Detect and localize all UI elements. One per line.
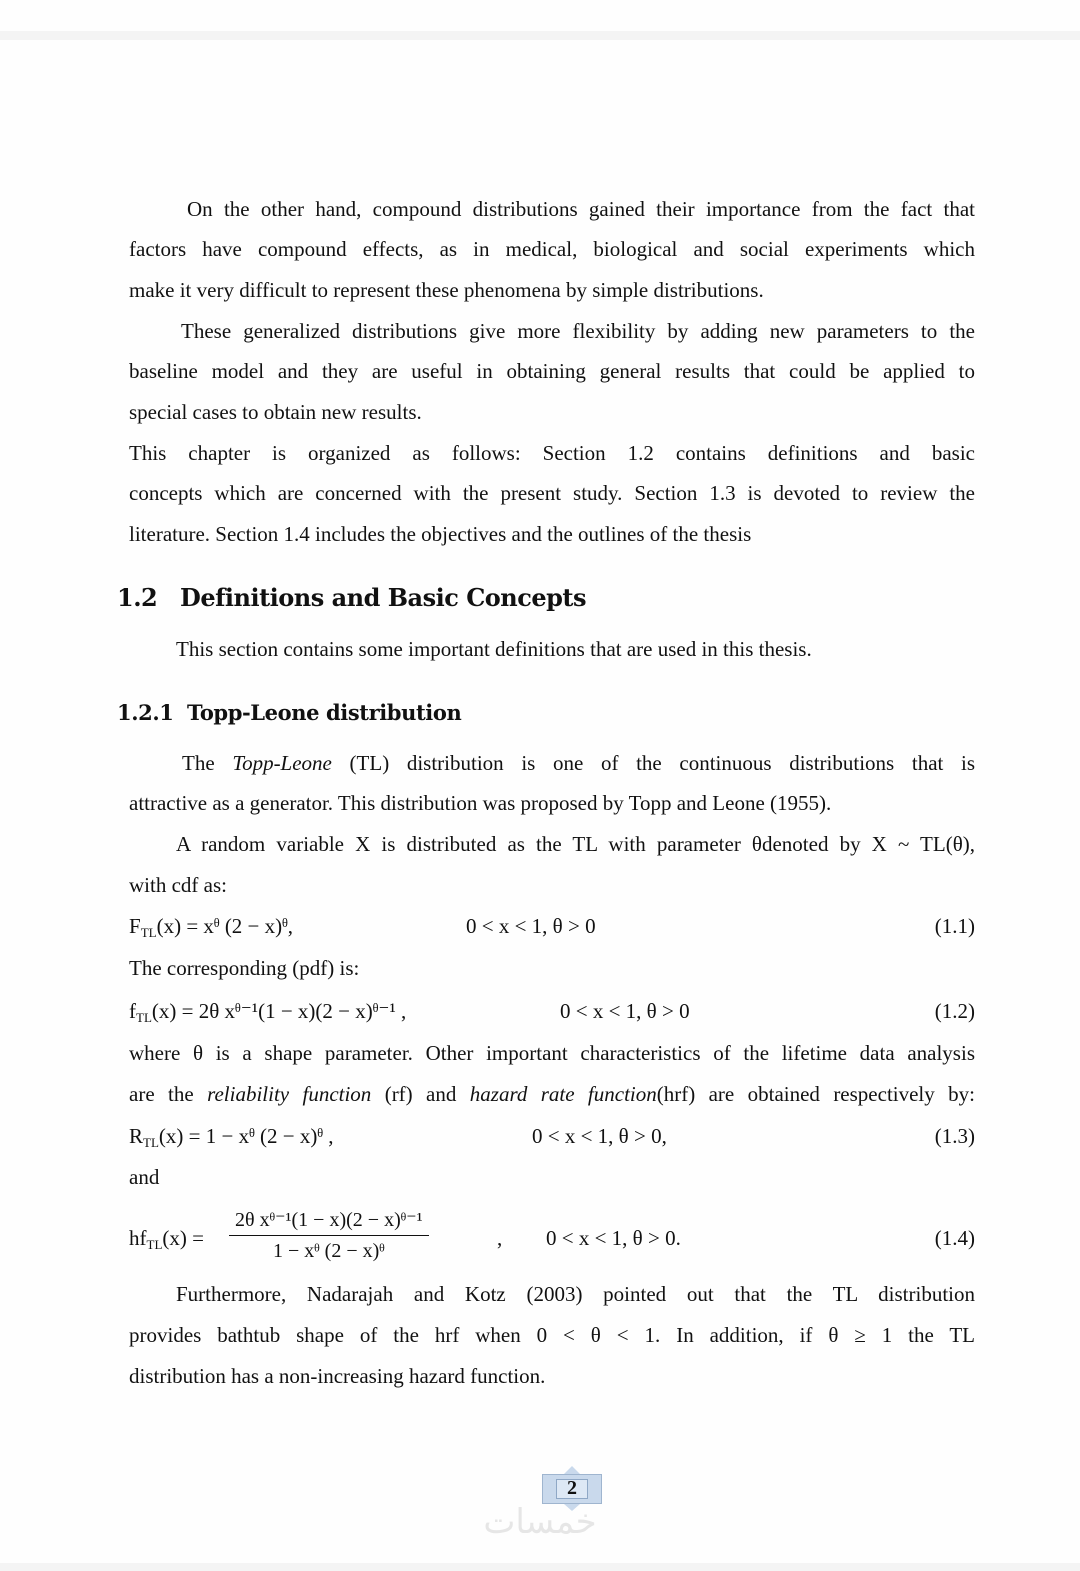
random-variable-line: A random variable X is distributed as the TL with parameter θdenoted by X ~ TL(θ),: [176, 832, 975, 856]
equation-number: (1.1): [934, 914, 975, 938]
text: The: [182, 751, 233, 775]
reliability-function-italic: reliability function: [207, 1082, 372, 1106]
paragraph-3-line-1: This chapter is organized as follows: Section 1.2 contains definitions and basic: [129, 441, 975, 465]
text: (hrf) are obtained respectively by:: [656, 1082, 975, 1106]
section-intro: This section contains some important definitions that are used in this thesis.: [176, 637, 812, 661]
equation-lhs: [129, 1123, 333, 1156]
paragraph-3-line-3: literature. Section 1.4 includes the objectives and the outlines of the thesis: [129, 522, 752, 546]
top-divider-band: [0, 31, 1080, 40]
numerator: 2θ xᶿ⁻¹(1 − x)(2 − x)ᶿ⁻¹: [229, 1207, 429, 1236]
and-text: and: [129, 1165, 160, 1189]
equation-condition: 0 < x < 1, θ > 0: [466, 914, 596, 938]
text: (rf) and: [371, 1082, 470, 1106]
pdf-intro: The corresponding (pdf) is:: [129, 956, 360, 980]
fn-name: hf: [129, 1226, 147, 1250]
subsection-number: 1.2.1: [117, 700, 174, 725]
equation-1-3: [129, 1123, 975, 1153]
tl-intro-line-2: attractive as a generator. This distribution was proposed by Topp and Leone (1955).: [129, 791, 832, 815]
section-heading: [117, 583, 586, 612]
where-line: where θ is a shape parameter. Other important characteristics of the lifetime data analysis: [129, 1041, 975, 1065]
paragraph-3-line-2: concepts which are concerned with the present study. Section 1.3 is devoted to review the: [129, 481, 975, 505]
badge-decoration-top: [564, 1466, 580, 1474]
fraction: [229, 1207, 429, 1264]
furthermore-line-2: provides bathtub shape of the hrf when 0 < θ < 1. In addition, if θ ≥ 1 the TL: [129, 1323, 975, 1347]
equation-lhs: [129, 913, 293, 946]
section-title: Definitions and Basic Concepts: [180, 583, 587, 612]
comma: ,: [497, 1226, 503, 1250]
expression: (x) = xᶿ (2 − x)ᶿ,: [156, 914, 294, 938]
denominator: 1 − xᶿ (2 − x)ᶿ: [273, 1240, 385, 1262]
expression: (x) =: [162, 1226, 204, 1250]
equation-lhs: [129, 998, 406, 1031]
equation-1-4: [129, 1209, 975, 1262]
paragraph-1-line-2: factors have compound effects, as in medical, biological and social experiments which: [129, 237, 975, 261]
equation-condition: 0 < x < 1, θ > 0,: [532, 1124, 667, 1148]
subscript: TL: [136, 1010, 152, 1025]
paragraph-1-line-3: make it very difficult to represent these phenomena by simple distributions.: [129, 278, 764, 302]
expression: (x) = 1 − xᶿ (2 − x)ᶿ ,: [158, 1124, 334, 1148]
paragraph-1-line-1: On the other hand, compound distributions gained their importance from the fact that: [187, 197, 975, 221]
fn-name: R: [129, 1124, 144, 1148]
hazard-rate-function-italic: hazard rate function: [469, 1082, 657, 1106]
equation-condition: 0 < x < 1, θ > 0.: [546, 1226, 681, 1250]
equation-1-1: [129, 913, 975, 943]
watermark-logo: خمسات: [483, 1502, 597, 1542]
subscript: TL: [143, 1135, 159, 1150]
bottom-divider-band: [0, 1563, 1080, 1571]
paragraph-2-line-3: special cases to obtain new results.: [129, 400, 422, 424]
subscript: TL: [140, 925, 157, 940]
topp-leone-italic: Topp-Leone: [232, 751, 332, 775]
subscript: TL: [146, 1237, 163, 1252]
rf-hrf-line: [129, 1081, 975, 1107]
furthermore-line-3: distribution has a non-increasing hazard function.: [129, 1364, 546, 1388]
paragraph-2-line-2: baseline model and they are useful in obtaining general results that could be applied to: [129, 359, 975, 383]
equation-number: (1.4): [934, 1226, 975, 1250]
furthermore-line-1: Furthermore, Nadarajah and Kotz (2003) pointed out that the TL distribution: [176, 1282, 975, 1306]
paragraph-2-line-1: These generalized distributions give more flexibility by adding new parameters to the: [181, 319, 975, 343]
equation-condition: 0 < x < 1, θ > 0: [560, 999, 690, 1023]
fn-name: F: [129, 914, 141, 938]
subsection-heading: [117, 700, 461, 725]
text: are the: [129, 1082, 208, 1106]
tl-intro-line-1: [129, 750, 975, 776]
cdf-intro: with cdf as:: [129, 873, 227, 897]
text: (TL) distribution is one of the continuous distributions that is: [331, 751, 976, 775]
equation-1-2: [129, 998, 975, 1028]
fn-name: f: [129, 999, 136, 1023]
section-number: 1.2: [117, 583, 158, 612]
equation-number: (1.3): [934, 1124, 975, 1148]
equation-lhs: [129, 1225, 204, 1258]
expression: (x) = 2θ xᶿ⁻¹(1 − x)(2 − x)ᶿ⁻¹ ,: [151, 999, 407, 1023]
equation-number: (1.2): [934, 999, 975, 1023]
subsection-title: Topp-Leone distribution: [187, 700, 462, 725]
page-number: 2: [567, 1477, 577, 1499]
